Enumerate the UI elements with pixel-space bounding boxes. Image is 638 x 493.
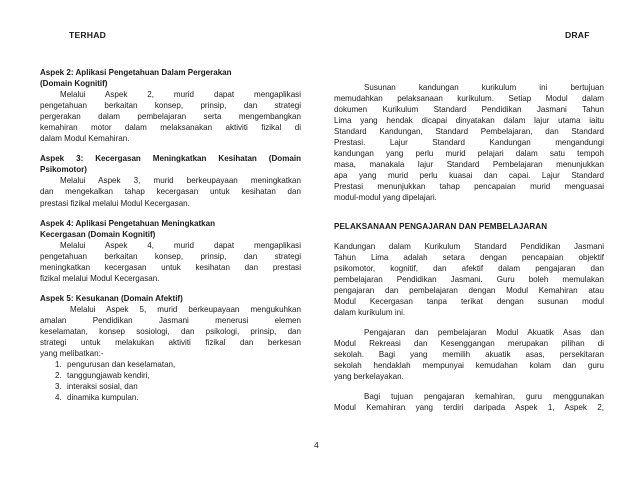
para1-line: Standard Kandungan, Standard Pembelajaran, dan Standard <box>334 127 604 137</box>
para2-line: pembelajaran Pendidikan Jasmani. Guru boleh memulakan <box>334 274 604 284</box>
aspek2-heading-line: (Domain Kognitif) <box>40 79 108 89</box>
left-column <box>40 67 301 403</box>
list-item: 2. tanggungjawab kendiri, <box>64 370 301 381</box>
para3-line: sekolah. Bagi yang memilih akuatik asas, persekitaran <box>334 349 604 359</box>
aspek4-text-line: meningkatkan kecergasan untuk kesihatan dan prestasi <box>40 262 301 272</box>
para3-line: sekolah hendaklah mempunyai kemudahan kolam dan guru <box>334 361 604 371</box>
section-heading: PELAKSANAAN PENGAJARAN DAN PEMBELAJARAN <box>334 221 548 231</box>
para1-line: Susunan kandungan kurikulum ini bertujuan <box>364 83 604 92</box>
list-item: 1. pengurusan dan keselamatan, <box>64 359 301 370</box>
aspek5-text-line: keselamatan, konsep sosiologi, dan psikologi, prinsip, dan <box>40 326 301 336</box>
para1-line: kandungan yang perlu murid pelajari dalam satu tempoh <box>334 149 604 159</box>
aspek2-text-line: pergerakan dalam pembelajaran serta mengembangkan <box>40 112 301 122</box>
para2-line: Kandungan dalam Kurikulum Standard Pendidikan Jasmani <box>334 241 604 251</box>
aspek5-list <box>40 359 301 403</box>
aspek2-text-line: pengetahuan berkaitan konsep, prinsip, dan strategi <box>40 101 301 111</box>
aspek3-heading-line: Psikomotor) <box>40 165 87 175</box>
aspek3-text-line: dan mengekalkan tahap kecergasan untuk kesihatan dan <box>40 187 301 197</box>
para2-line: Modul Kecergasan tanpa terikat dengan susunan modul <box>334 296 604 306</box>
para4-line: Modul Kemahiran yang terdiri daripada Aspek 1, Aspek 2, <box>334 403 604 413</box>
para2-line: psikomotor, kognitif, dan afektif dalam pengajaran dan <box>334 263 604 273</box>
aspek2-text-line: dalam Modul Kemahiran. <box>40 134 130 144</box>
aspek4-heading-line: Aspek 4: Aplikasi Pengetahuan Meningkatkan <box>40 218 215 228</box>
page-number: 4 <box>314 440 319 450</box>
aspek5-text-line: strategi untuk melakukan aktiviti fizikal dan berkesan <box>40 338 301 348</box>
para1-line: masa, manakala lajur Standard Pembelajaran menunjukkan <box>334 160 604 170</box>
para1-line: dokumen Kurikulum Standard Pendidikan Jasmani Tahun <box>334 105 604 115</box>
aspek4-text-line: pengetahuan berkaitan konsep, prinsip, dan strategi <box>40 251 301 261</box>
aspek2-text-line: Melalui Aspek 2, murid dapat mengaplikasi <box>60 90 301 100</box>
aspek5-text-line: amalan Pendidikan Jasmani menerusi elemen <box>40 315 301 325</box>
aspek5-text-line: yang melibatkan:- <box>40 349 104 359</box>
aspek3-heading-line: Aspek 3: Kecergasan Meningkatkan Kesihatan (Domain <box>40 154 301 164</box>
para4-line: Bagi tujuan pengajaran kemahiran, guru menggunakan <box>364 392 604 402</box>
para3-line: Pengajaran dan pembelajaran Modul Akuatik Asas dan <box>364 327 604 337</box>
header-left-label: TERHAD <box>69 30 107 40</box>
aspek5-text-line: Melalui Aspek 5, murid berkeupayaan mengukuhkan <box>70 304 301 314</box>
aspek4-text-line: Melalui Aspek 4, murid dapat mengaplikasi <box>60 240 301 250</box>
para1-line: modul-modul yang dipelajari. <box>334 193 437 203</box>
aspek4-heading-line: Kecergasan (Domain Kognitif) <box>40 229 156 239</box>
aspek3-text-line: Melalui Aspek 3, murid berkeupayaan meningkatkan <box>60 176 301 186</box>
para3-line: yang berkelayakan. <box>334 372 404 382</box>
list-item: 4. dinamika kumpulan. <box>64 392 301 403</box>
list-item: 3. interaksi sosial, dan <box>64 381 301 392</box>
para1-line: Prestasi. Lajur Standard Kandungan mengandungi <box>334 138 604 148</box>
para3-line: Modul Rekreasi dan Kesenggangan merupakan pilihan di <box>334 338 604 348</box>
right-column <box>334 82 604 413</box>
para2-line: dalam kurikulum ini. <box>334 307 406 317</box>
aspek2-heading-line: Aspek 2: Aplikasi Pengetahuan Dalam Pergerakan <box>40 68 232 77</box>
para1-line: memudahkan pelaksanaan kurikulum. Setiap Modul dalam <box>334 94 604 104</box>
para1-line: apa yang murid perlu kuasai dan capai. Lajur Standard <box>334 171 604 181</box>
header-right-label: DRAF <box>565 30 590 40</box>
aspek4-text-line: fizikal melalui Modul Kecergasan. <box>40 273 160 283</box>
aspek3-text-line: prestasi fizikal melalui Modul Kecergasan. <box>40 198 190 208</box>
para1-line: Lima yang hendak dicapai dinyatakan dalam lajur utama iaitu <box>334 116 604 126</box>
aspek5-heading: Aspek 5: Kesukanan (Domain Afektif) <box>40 293 183 303</box>
para1-line: Prestasi menunjukkan tahap pencapaian murid menguasai <box>334 182 604 192</box>
aspek2-text-line: kemahiran motor dalam melaksanakan aktiviti fizikal di <box>40 123 301 133</box>
para2-line: Tahun Lima adalah setara dengan pencapaian objektif <box>334 252 604 262</box>
para2-line: pengajaran dan pembelajaran dengan Modul Kemahiran atau <box>334 285 604 295</box>
